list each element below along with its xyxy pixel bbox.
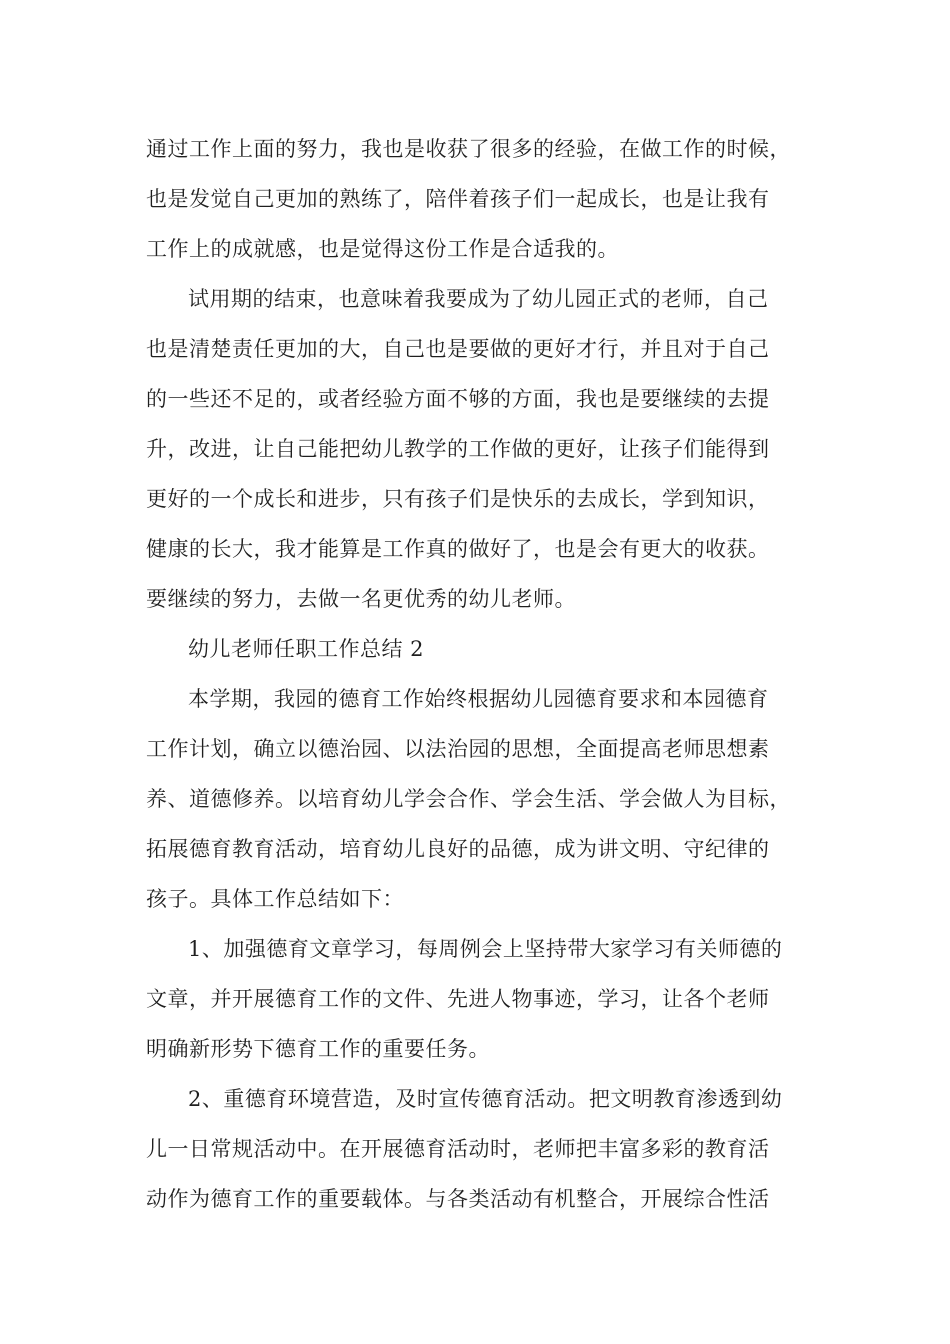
paragraph-line: 的一些还不足的，或者经验方面不够的方面，我也是要继续的去提 (146, 387, 770, 411)
paragraph-line: 升，改进，让自己能把幼儿教学的工作做的更好，让孩子们能得到 (146, 437, 770, 461)
paragraph-line: 试用期的结束，也意味着我要成为了幼儿园正式的老师，自己 (188, 287, 769, 311)
paragraph-line: 本学期，我园的德育工作始终根据幼儿园德育要求和本园德育 (188, 687, 769, 711)
list-item-2-line: 动作为德育工作的重要载体。与各类活动有机整合，开展综合性活 (146, 1187, 770, 1211)
paragraph-line: 健康的长大，我才能算是工作真的做好了，也是会有更大的收获。 (146, 537, 770, 561)
paragraph-line: 工作上的成就感，也是觉得这份工作是合适我的。 (146, 237, 619, 261)
paragraph-line: 也是发觉自己更加的熟练了，陪伴着孩子们一起成长，也是让我有 (146, 187, 770, 211)
list-item-1-line: 1、加强德育文章学习，每周例会上坚持带大家学习有关师德的 (188, 937, 783, 961)
list-item-2-line: 2、重德育环境营造，及时宣传德育活动。把文明教育渗透到幼 (188, 1087, 783, 1111)
paragraph-line: 要继续的努力，去做一名更优秀的幼儿老师。 (146, 587, 576, 611)
list-item-1-line: 明确新形势下德育工作的重要任务。 (146, 1037, 490, 1061)
paragraph-line: 拓展德育教育活动，培育幼儿良好的品德，成为讲文明、守纪律的 (146, 837, 770, 861)
list-item-1-line: 文章，并开展德育工作的文件、先进人物事迹，学习，让各个老师 (146, 987, 770, 1011)
paragraph-line: 也是清楚责任更加的大，自己也是要做的更好才行，并且对于自己 (146, 337, 770, 361)
list-item-2-line: 儿一日常规活动中。在开展德育活动时，老师把丰富多彩的教育活 (146, 1137, 770, 1161)
paragraph-line: 工作计划，确立以德治园、以法治园的思想，全面提高老师思想素 (146, 737, 770, 761)
paragraph-line: 通过工作上面的努力，我也是收获了很多的经验，在做工作的时候， (146, 137, 791, 161)
paragraph-line: 更好的一个成长和进步，只有孩子们是快乐的去成长，学到知识， (146, 487, 770, 511)
paragraph-line: 养、道德修养。以培育幼儿学会合作、学会生活、学会做人为目标， (146, 787, 791, 811)
paragraph-line: 孩子。具体工作总结如下： (146, 887, 404, 911)
section-heading: 幼儿老师任职工作总结 2 (188, 637, 425, 661)
